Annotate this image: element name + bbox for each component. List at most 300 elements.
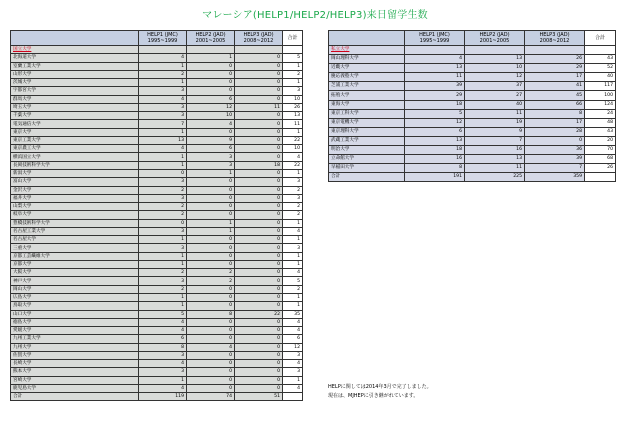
row-total: 43 (585, 55, 616, 64)
table-row (11, 327, 303, 335)
help3-count: 26 (525, 55, 585, 64)
row-total: 5 (283, 54, 303, 62)
table-row (11, 277, 303, 285)
empty-cell (235, 46, 283, 54)
table-row (329, 64, 616, 73)
university-name: 名古屋工業大学 (11, 227, 139, 235)
help2-header: HELP2 (JAD) 2001~2005 (465, 31, 525, 46)
help2-count: 10 (187, 112, 235, 120)
table-row (329, 109, 616, 118)
help1-count: 2 (139, 211, 187, 219)
help1-count: 1 (139, 79, 187, 87)
row-total: 2 (283, 70, 303, 78)
help3-count: 0 (235, 351, 283, 359)
help2-count: 0 (187, 244, 235, 252)
university-header (329, 31, 405, 46)
help3-count: 11 (235, 103, 283, 111)
university-name: 東京理科大学 (329, 127, 405, 136)
table-row (11, 128, 303, 136)
university-name: 京都工芸繊維大学 (11, 252, 139, 260)
row-total: 3 (283, 87, 303, 95)
help2-count: 0 (187, 335, 235, 343)
table-row (11, 203, 303, 211)
table-row (11, 62, 303, 70)
help2-count: 0 (187, 203, 235, 211)
help2-count: 0 (187, 211, 235, 219)
help1-count: 1 (139, 293, 187, 301)
help3-count: 22 (235, 310, 283, 318)
help1-count: 3 (139, 112, 187, 120)
help1-count: 6 (405, 127, 465, 136)
row-total: 4 (283, 153, 303, 161)
help1-count: 4 (405, 55, 465, 64)
help2-count: 0 (187, 194, 235, 202)
university-name: 明治大学 (329, 146, 405, 155)
table-row (11, 219, 303, 227)
help1-count: 2 (139, 203, 187, 211)
help1-count: 8 (405, 164, 465, 173)
help1-count: 1 (139, 128, 187, 136)
total-header: 合計 (283, 31, 303, 46)
empty-cell (525, 46, 585, 55)
table-row (11, 70, 303, 78)
help1-count: 3 (139, 178, 187, 186)
help3-count: 0 (235, 87, 283, 95)
empty-cell (405, 46, 465, 55)
table-row (11, 244, 303, 252)
category-text: 私立大学 (331, 47, 350, 53)
help3-count: 0 (235, 343, 283, 351)
help3-count: 0 (235, 95, 283, 103)
row-total: 2 (283, 211, 303, 219)
table-row (11, 120, 303, 128)
university-name: 室蘭工業大学 (11, 62, 139, 70)
university-header (11, 31, 139, 46)
university-name: 横浜国立大学 (11, 153, 139, 161)
help2-count: 19 (465, 118, 525, 127)
university-name: 東京農工大学 (11, 145, 139, 153)
help3-count: 0 (235, 120, 283, 128)
university-name: 九州工業大学 (11, 335, 139, 343)
table-row (11, 368, 303, 376)
row-total: 22 (283, 136, 303, 144)
help2-count: 4 (187, 120, 235, 128)
private-universities-table (328, 30, 616, 182)
table-row (329, 55, 616, 64)
help2-count: 11 (465, 164, 525, 173)
row-total: 4 (283, 327, 303, 335)
university-name: 岡山大学 (11, 285, 139, 293)
help2-count: 9 (465, 127, 525, 136)
help1-count: 3 (139, 87, 187, 95)
help3-count: 0 (235, 277, 283, 285)
university-name: 埼玉大学 (11, 103, 139, 111)
table-row (11, 87, 303, 95)
help2-count: 1 (187, 54, 235, 62)
university-name: 東京工業大学 (11, 136, 139, 144)
help3-count: 45 (525, 91, 585, 100)
table-row (11, 285, 303, 293)
completion-note: HELPに関しては2014年3月で完了しました。 (328, 384, 432, 390)
university-name: 山形大学 (11, 70, 139, 78)
table-row (11, 236, 303, 244)
table-row (329, 118, 616, 127)
empty-cell (187, 46, 235, 54)
help2-count: 0 (187, 327, 235, 335)
help3-header: HELP3 (JAD) 2008~2012 (525, 31, 585, 46)
table-row (11, 384, 303, 392)
university-name: 芝浦工業大学 (329, 82, 405, 91)
help2-count: 3 (187, 153, 235, 161)
help2-count: 12 (465, 73, 525, 82)
table-row (329, 127, 616, 136)
university-name: 富山大学 (11, 178, 139, 186)
university-name: 豊橋技術科学大学 (11, 219, 139, 227)
help3-count: 0 (235, 227, 283, 235)
help2-count: 0 (187, 360, 235, 368)
university-name: 福井大学 (11, 194, 139, 202)
help2-header: HELP2 (JAD) 2001~2005 (187, 31, 235, 46)
row-total: 20 (585, 136, 616, 145)
row-total: 43 (585, 127, 616, 136)
help2-count: 3 (187, 161, 235, 169)
help2-count: 0 (187, 87, 235, 95)
table-row (11, 103, 303, 111)
university-name: 茨城大学 (11, 79, 139, 87)
help1-count: 3 (139, 227, 187, 235)
help3-count: 17 (525, 118, 585, 127)
row-total: 4 (283, 360, 303, 368)
help3-count: 0 (235, 186, 283, 194)
help1-count: 0 (139, 219, 187, 227)
category-row (11, 46, 303, 54)
table-row (11, 161, 303, 169)
help2-count: 0 (187, 384, 235, 392)
row-total: 40 (585, 73, 616, 82)
help2-count: 12 (187, 103, 235, 111)
help1-count: 3 (139, 351, 187, 359)
table-row (11, 351, 303, 359)
table-row (11, 260, 303, 268)
help1-count: 5 (405, 109, 465, 118)
university-name: 武蔵工業大学 (329, 136, 405, 145)
help3-count: 0 (235, 376, 283, 384)
row-total: 117 (585, 82, 616, 91)
help1-count: 2 (139, 70, 187, 78)
help3-count: 0 (235, 293, 283, 301)
table-row (329, 155, 616, 164)
university-name: 慶応義塾大学 (329, 73, 405, 82)
help1-count: 16 (405, 155, 465, 164)
table-row (11, 112, 303, 120)
help3-count: 0 (525, 136, 585, 145)
help3-count: 39 (525, 155, 585, 164)
row-total: 1 (283, 128, 303, 136)
row-total: 2 (283, 203, 303, 211)
help1-count: 1 (139, 62, 187, 70)
university-name: 大阪大学 (11, 269, 139, 277)
row-total: 5 (283, 277, 303, 285)
help2-count: 6 (187, 95, 235, 103)
row-total: 100 (585, 91, 616, 100)
help1-count: 2 (139, 285, 187, 293)
help2-count: 0 (187, 376, 235, 384)
help3-count: 0 (235, 211, 283, 219)
help1-count: 2 (139, 269, 187, 277)
table-row (11, 211, 303, 219)
university-name: 長崎大学 (11, 360, 139, 368)
table-row (11, 178, 303, 186)
row-total: 13 (283, 112, 303, 120)
university-name: 宮崎大学 (11, 376, 139, 384)
table-row (329, 146, 616, 155)
table-row (329, 164, 616, 173)
help1-count: 1 (139, 376, 187, 384)
help3-count: 0 (235, 302, 283, 310)
total-row (329, 173, 616, 182)
help1-count: 3 (139, 194, 187, 202)
help3-count: 0 (235, 178, 283, 186)
table-row (11, 318, 303, 326)
row-total: 3 (283, 368, 303, 376)
row-total: 1 (283, 260, 303, 268)
help2-count: 0 (187, 62, 235, 70)
table-row (11, 145, 303, 153)
help3-count: 0 (235, 244, 283, 252)
empty-cell (283, 46, 303, 54)
help3-count: 8 (525, 109, 585, 118)
row-total: 10 (283, 145, 303, 153)
university-name: 名古屋大学 (11, 236, 139, 244)
help2-count: 9 (187, 136, 235, 144)
help2-count: 2 (187, 277, 235, 285)
row-total: 1 (283, 302, 303, 310)
help2-count: 4 (187, 343, 235, 351)
row-total: 3 (283, 244, 303, 252)
table-row (329, 100, 616, 109)
row-total (585, 173, 616, 182)
help3-count: 0 (235, 285, 283, 293)
page-title: マレーシア(HELP1/HELP2/HELP3)来日留学生数 (202, 10, 428, 21)
help3-count: 0 (235, 112, 283, 120)
help3-count: 41 (525, 82, 585, 91)
row-total: 2 (283, 186, 303, 194)
help1-count: 4 (139, 54, 187, 62)
help2-count: 0 (187, 236, 235, 244)
row-total: 12 (283, 343, 303, 351)
help3-count: 0 (235, 368, 283, 376)
table-row (11, 302, 303, 310)
help1-count: 7 (139, 120, 187, 128)
help1-count: 3 (139, 277, 187, 285)
university-name: 東海大学 (329, 100, 405, 109)
university-name: 岡山理科大学 (329, 55, 405, 64)
row-total: 26 (585, 164, 616, 173)
help3-count: 7 (525, 164, 585, 173)
row-total: 3 (283, 351, 303, 359)
help2-count: 0 (187, 302, 235, 310)
help2-count: 0 (187, 186, 235, 194)
help2-count: 16 (465, 146, 525, 155)
category-label (329, 46, 405, 55)
help3-count: 0 (235, 335, 283, 343)
help3-count: 0 (235, 54, 283, 62)
help3-count: 28 (525, 127, 585, 136)
table-row (11, 293, 303, 301)
help1-count: 13 (405, 136, 465, 145)
university-name: 新潟大学 (11, 169, 139, 177)
total-row (11, 393, 303, 401)
help1-count: 13 (139, 136, 187, 144)
category-label (11, 46, 139, 54)
table-row (329, 73, 616, 82)
table-row (11, 310, 303, 318)
university-name: 金沢大学 (11, 186, 139, 194)
help2-count: 6 (187, 145, 235, 153)
help3-count: 0 (235, 318, 283, 326)
help1-count: 11 (405, 73, 465, 82)
help1-count: 0 (139, 169, 187, 177)
row-total: 11 (283, 120, 303, 128)
table-row (11, 54, 303, 62)
help1-count: 3 (139, 368, 187, 376)
row-total: 6 (283, 335, 303, 343)
help3-count: 0 (235, 236, 283, 244)
help2-count: 1 (187, 219, 235, 227)
university-name: 宇都宮大学 (11, 87, 139, 95)
help2-count: 13 (465, 155, 525, 164)
total-header: 合計 (585, 31, 616, 46)
row-total: 22 (283, 161, 303, 169)
university-name: 群馬大学 (11, 95, 139, 103)
university-name: 愛媛大学 (11, 327, 139, 335)
empty-cell (585, 46, 616, 55)
help1-count: 29 (405, 91, 465, 100)
university-name: 北海道大学 (11, 54, 139, 62)
table-row (329, 136, 616, 145)
row-total: 124 (585, 100, 616, 109)
help2-count: 0 (187, 318, 235, 326)
table-row (11, 343, 303, 351)
help3-count: 0 (235, 128, 283, 136)
help2-count: 37 (465, 82, 525, 91)
help3-count: 0 (235, 70, 283, 78)
help2-count: 7 (465, 136, 525, 145)
help1-count: 12 (405, 118, 465, 127)
help3-count: 0 (235, 327, 283, 335)
help1-header: HELP1 (JMC) 1995~1999 (405, 31, 465, 46)
university-name: 合計 (329, 173, 405, 182)
help2-count: 225 (465, 173, 525, 182)
row-total: 3 (283, 178, 303, 186)
table-row (11, 360, 303, 368)
row-total: 4 (283, 384, 303, 392)
help1-count: 1 (139, 153, 187, 161)
help2-count: 11 (465, 109, 525, 118)
help3-count: 0 (235, 269, 283, 277)
row-total: 2 (283, 285, 303, 293)
help3-count: 0 (235, 219, 283, 227)
help3-count: 0 (235, 194, 283, 202)
help2-count: 27 (465, 91, 525, 100)
university-name: 長岡技術科学大学 (11, 161, 139, 169)
help2-count: 1 (187, 169, 235, 177)
help1-count: 119 (139, 393, 187, 401)
row-total: 1 (283, 219, 303, 227)
help2-count: 0 (187, 260, 235, 268)
help2-count: 0 (187, 70, 235, 78)
help3-count: 0 (235, 169, 283, 177)
row-total: 1 (283, 293, 303, 301)
help2-count: 0 (187, 351, 235, 359)
help1-count: 39 (405, 82, 465, 91)
help2-count: 0 (187, 79, 235, 87)
university-name: 千葉大学 (11, 112, 139, 120)
help1-count: 13 (405, 64, 465, 73)
help3-count: 51 (235, 393, 283, 401)
help3-count: 0 (235, 360, 283, 368)
help1-count: 4 (139, 360, 187, 368)
help3-count: 0 (235, 153, 283, 161)
help2-count: 2 (187, 269, 235, 277)
row-total: 4 (283, 227, 303, 235)
help2-count: 0 (187, 178, 235, 186)
row-total: 4 (283, 318, 303, 326)
national-universities-table (10, 30, 303, 401)
help1-count: 4 (139, 384, 187, 392)
university-name: 東京電機大学 (329, 118, 405, 127)
category-text: 国立大学 (13, 47, 32, 53)
university-name: 岐阜大学 (11, 211, 139, 219)
university-name: 三重大学 (11, 244, 139, 252)
table-row (11, 252, 303, 260)
help3-count: 0 (235, 260, 283, 268)
university-name: 九州大学 (11, 343, 139, 351)
university-name: 広島大学 (11, 293, 139, 301)
help1-header: HELP1 (JMC) 1995~1999 (139, 31, 187, 46)
university-name: 徳島大学 (11, 318, 139, 326)
row-total: 1 (283, 79, 303, 87)
help2-count: 0 (187, 293, 235, 301)
help1-count: 4 (139, 95, 187, 103)
university-name: 東京大学 (11, 128, 139, 136)
university-name: 近畿大学 (329, 64, 405, 73)
help1-count: 5 (139, 310, 187, 318)
help2-count: 10 (465, 64, 525, 73)
row-total: 70 (585, 146, 616, 155)
row-total: 1 (283, 252, 303, 260)
help1-count: 1 (139, 260, 187, 268)
help2-count: 1 (187, 227, 235, 235)
university-name: 拓殖大学 (329, 91, 405, 100)
university-name: 立命館大学 (329, 155, 405, 164)
row-total: 48 (585, 118, 616, 127)
help1-count: 1 (139, 161, 187, 169)
help2-count: 74 (187, 393, 235, 401)
help3-header: HELP3 (JAD) 2008~2012 (235, 31, 283, 46)
university-name: 神戸大学 (11, 277, 139, 285)
row-total: 26 (283, 103, 303, 111)
help3-count: 0 (235, 145, 283, 153)
university-name: 合計 (11, 393, 139, 401)
successor-note: 現在は、MJHEPに引き継がれています。 (328, 393, 419, 399)
university-name: 電気通信大学 (11, 120, 139, 128)
row-total: 1 (283, 169, 303, 177)
row-total: 35 (283, 310, 303, 318)
help1-count: 4 (139, 318, 187, 326)
private-universities-rows (329, 46, 616, 182)
help3-count: 0 (235, 136, 283, 144)
